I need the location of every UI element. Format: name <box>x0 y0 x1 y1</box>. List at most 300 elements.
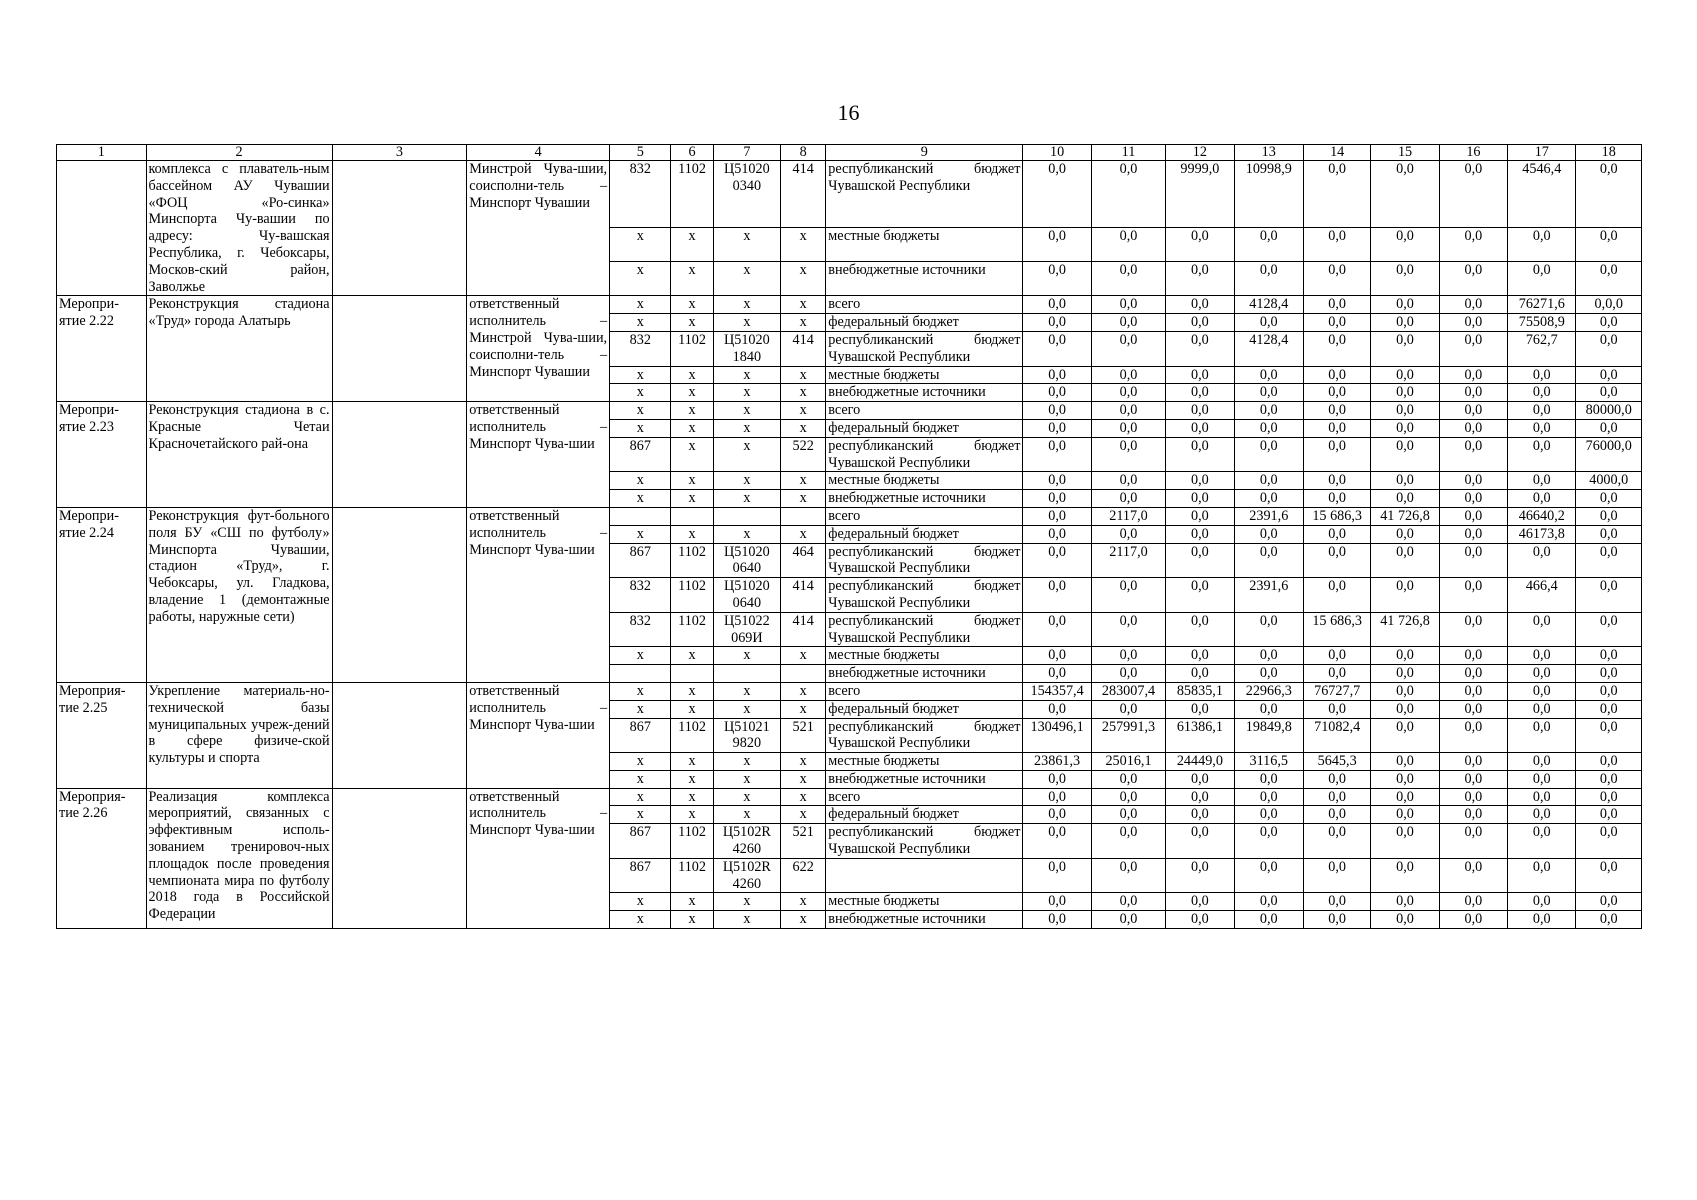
amount-cell: 0,0 <box>1234 770 1303 788</box>
measure-number: Меропри-ятие 2.24 <box>57 507 147 682</box>
amount-cell: 0,0 <box>1303 437 1370 472</box>
amount-cell: 0,0 <box>1439 753 1507 771</box>
amount-cell: 15 686,3 <box>1303 612 1370 647</box>
amount-cell: 0,0 <box>1508 700 1576 718</box>
amount-cell: 0,0 <box>1303 911 1370 929</box>
amount-cell: 0,0 <box>1439 788 1507 806</box>
amount-cell: 0,0 <box>1234 402 1303 420</box>
header-cell: 13 <box>1234 145 1303 161</box>
amount-cell: 0,0 <box>1091 402 1165 420</box>
code-expense-type: х <box>781 682 826 700</box>
amount-cell: 0,0 <box>1234 911 1303 929</box>
amount-cell: 4128,4 <box>1234 331 1303 366</box>
amount-cell: 0,0 <box>1023 700 1091 718</box>
amount-cell: 0,0 <box>1576 578 1642 613</box>
amount-cell: 0,0 <box>1091 806 1165 824</box>
amount-cell: 4000,0 <box>1576 472 1642 490</box>
amount-cell: 0,0 <box>1508 437 1576 472</box>
code-section: 1102 <box>671 718 713 753</box>
amount-cell: 46640,2 <box>1508 507 1576 525</box>
amount-cell: 0,0 <box>1371 806 1439 824</box>
table-body <box>57 145 1642 929</box>
code-expense-type: х <box>781 366 826 384</box>
amount-cell: 0,0 <box>1091 578 1165 613</box>
amount-cell: 2117,0 <box>1091 507 1165 525</box>
amount-cell: 0,0 <box>1439 419 1507 437</box>
code-section: х <box>671 472 713 490</box>
amount-cell: 0,0 <box>1023 788 1091 806</box>
code-expense-type: х <box>781 911 826 929</box>
code-expense-type: 521 <box>781 718 826 753</box>
funding-source: местные бюджеты <box>826 893 1023 911</box>
amount-cell: 0,0 <box>1023 612 1091 647</box>
amount-cell: 0,0 <box>1166 647 1234 665</box>
code-expense-type: х <box>781 525 826 543</box>
amount-cell: 0,0 <box>1371 824 1439 859</box>
amount-cell: 0,0 <box>1091 314 1165 332</box>
funding-source: республиканский бюджет Чувашской Республики <box>826 437 1023 472</box>
amount-cell: 0,0 <box>1508 384 1576 402</box>
amount-cell: 0,0 <box>1439 612 1507 647</box>
amount-cell: 0,0 <box>1023 824 1091 859</box>
amount-cell: 0,0 <box>1166 314 1234 332</box>
code-expense-type: х <box>781 314 826 332</box>
amount-cell: 0,0 <box>1303 543 1370 578</box>
amount-cell: 0,0 <box>1439 718 1507 753</box>
header-cell: 3 <box>332 145 467 161</box>
amount-cell: 0,0 <box>1091 788 1165 806</box>
amount-cell: 0,0 <box>1023 490 1091 508</box>
amount-cell: 0,0 <box>1303 770 1370 788</box>
code-grbs: х <box>610 700 671 718</box>
table-row <box>57 296 1642 314</box>
table-row <box>57 161 1642 228</box>
code-expense-type: 464 <box>781 543 826 578</box>
amount-cell: 0,0 <box>1439 437 1507 472</box>
measure-name: Реконструкция фут-больного поля БУ «СШ по футболу» Минспорта Чувашии, стадион «Труд», г. Чебоксары, ул. Гладкова, владение 1 (демонтажные работы, наружные сети) <box>146 507 332 682</box>
amount-cell: 0,0 <box>1439 262 1507 296</box>
amount-cell: 0,0 <box>1439 893 1507 911</box>
code-section: х <box>671 366 713 384</box>
header-cell: 4 <box>467 145 610 161</box>
amount-cell: 0,0 <box>1371 647 1439 665</box>
amount-cell: 0,0 <box>1091 770 1165 788</box>
amount-cell: 0,0 <box>1371 296 1439 314</box>
amount-cell: 0,0 <box>1234 262 1303 296</box>
code-section <box>671 507 713 525</box>
funding-source: республиканский бюджет Чувашской Республики <box>826 824 1023 859</box>
table-row <box>57 507 1642 525</box>
amount-cell: 0,0 <box>1091 419 1165 437</box>
code-target-article: х <box>713 700 780 718</box>
amount-cell: 0,0 <box>1371 788 1439 806</box>
subprogram-cell <box>332 402 467 508</box>
amount-cell: 2391,6 <box>1234 507 1303 525</box>
code-expense-type: х <box>781 296 826 314</box>
amount-cell: 0,0 <box>1439 331 1507 366</box>
amount-cell: 0,0 <box>1439 700 1507 718</box>
amount-cell: 0,0 <box>1576 665 1642 683</box>
code-target-article: Ц51021 9820 <box>713 718 780 753</box>
amount-cell: 0,0 <box>1303 161 1370 228</box>
amount-cell: 0,0 <box>1091 490 1165 508</box>
code-target-article: х <box>713 296 780 314</box>
amount-cell: 0,0 <box>1234 384 1303 402</box>
amount-cell: 0,0 <box>1576 331 1642 366</box>
code-section: х <box>671 384 713 402</box>
code-grbs: х <box>610 296 671 314</box>
code-grbs: 832 <box>610 161 671 228</box>
budget-table <box>56 144 1642 929</box>
header-cell: 9 <box>826 145 1023 161</box>
amount-cell: 23861,3 <box>1023 753 1091 771</box>
executor: ответственный исполнитель – Минспорт Чува-шии <box>467 402 610 508</box>
amount-cell: 41 726,8 <box>1371 612 1439 647</box>
amount-cell: 0,0 <box>1508 366 1576 384</box>
amount-cell: 0,0 <box>1508 770 1576 788</box>
amount-cell: 0,0 <box>1091 384 1165 402</box>
amount-cell: 0,0 <box>1508 806 1576 824</box>
header-cell: 14 <box>1303 145 1370 161</box>
amount-cell: 0,0 <box>1091 472 1165 490</box>
amount-cell: 0,0 <box>1508 911 1576 929</box>
amount-cell: 0,0 <box>1091 227 1165 261</box>
amount-cell: 0,0 <box>1023 770 1091 788</box>
amount-cell: 4128,4 <box>1234 296 1303 314</box>
code-grbs <box>610 665 671 683</box>
code-target-article: х <box>713 806 780 824</box>
amount-cell: 0,0 <box>1439 665 1507 683</box>
code-target-article <box>713 665 780 683</box>
funding-source: внебюджетные источники <box>826 262 1023 296</box>
amount-cell: 0,0 <box>1576 647 1642 665</box>
code-expense-type: х <box>781 384 826 402</box>
subprogram-cell <box>332 296 467 402</box>
amount-cell: 0,0 <box>1166 788 1234 806</box>
funding-source: местные бюджеты <box>826 366 1023 384</box>
code-expense-type: 521 <box>781 824 826 859</box>
amount-cell: 5645,3 <box>1303 753 1370 771</box>
amount-cell: 0,0 <box>1023 911 1091 929</box>
code-target-article: Ц51020 0640 <box>713 578 780 613</box>
code-target-article: Ц5102R 4260 <box>713 824 780 859</box>
amount-cell: 0,0 <box>1303 472 1370 490</box>
measure-name: Укрепление материаль-но-технической базы муниципальных учреж-дений в сфере физиче-ской культуры и спорта <box>146 682 332 788</box>
funding-source: местные бюджеты <box>826 753 1023 771</box>
code-expense-type: х <box>781 262 826 296</box>
funding-source: федеральный бюджет <box>826 700 1023 718</box>
code-expense-type: 414 <box>781 161 826 228</box>
code-target-article: х <box>713 262 780 296</box>
code-grbs: х <box>610 770 671 788</box>
amount-cell: 0,0 <box>1303 331 1370 366</box>
amount-cell: 0,0 <box>1023 507 1091 525</box>
executor: ответственный исполнитель – Минспорт Чува-шии <box>467 682 610 788</box>
code-grbs <box>610 507 671 525</box>
code-section: х <box>671 893 713 911</box>
amount-cell: 19849,8 <box>1234 718 1303 753</box>
funding-source: федеральный бюджет <box>826 806 1023 824</box>
amount-cell: 0,0 <box>1576 682 1642 700</box>
code-section: 1102 <box>671 824 713 859</box>
code-grbs: х <box>610 806 671 824</box>
amount-cell: 0,0 <box>1166 402 1234 420</box>
code-expense-type: 522 <box>781 437 826 472</box>
amount-cell: 0,0 <box>1166 578 1234 613</box>
code-expense-type: х <box>781 227 826 261</box>
amount-cell: 0,0 <box>1576 893 1642 911</box>
code-section: х <box>671 402 713 420</box>
amount-cell: 0,0 <box>1439 824 1507 859</box>
executor: ответственный исполнитель – Минспорт Чува-шии <box>467 507 610 682</box>
executor: Минстрой Чува-шии, соисполни-тель – Минспорт Чувашии <box>467 161 610 296</box>
amount-cell: 0,0 <box>1576 824 1642 859</box>
code-grbs: х <box>610 366 671 384</box>
funding-source: федеральный бюджет <box>826 419 1023 437</box>
amount-cell: 0,0 <box>1576 858 1642 893</box>
code-section: 1102 <box>671 578 713 613</box>
amount-cell: 0,0 <box>1234 227 1303 261</box>
amount-cell: 76000,0 <box>1576 437 1642 472</box>
amount-cell: 0,0 <box>1234 314 1303 332</box>
code-target-article: х <box>713 490 780 508</box>
header-cell: 7 <box>713 145 780 161</box>
code-expense-type <box>781 665 826 683</box>
code-target-article: х <box>713 911 780 929</box>
code-grbs: х <box>610 525 671 543</box>
amount-cell: 0,0 <box>1439 384 1507 402</box>
amount-cell: 0,0 <box>1371 682 1439 700</box>
code-section: х <box>671 314 713 332</box>
funding-source: всего <box>826 507 1023 525</box>
amount-cell: 0,0 <box>1303 788 1370 806</box>
amount-cell: 0,0 <box>1439 161 1507 228</box>
code-section: х <box>671 700 713 718</box>
amount-cell: 0,0 <box>1234 419 1303 437</box>
amount-cell: 0,0 <box>1234 543 1303 578</box>
amount-cell: 0,0 <box>1023 893 1091 911</box>
page-number: 16 <box>837 100 860 125</box>
amount-cell: 0,0 <box>1234 788 1303 806</box>
subprogram-cell <box>332 507 467 682</box>
amount-cell: 2117,0 <box>1091 543 1165 578</box>
amount-cell: 0,0 <box>1576 507 1642 525</box>
code-target-article <box>713 507 780 525</box>
amount-cell: 0,0 <box>1303 806 1370 824</box>
measure-number: Мероприя-тие 2.25 <box>57 682 147 788</box>
amount-cell: 0,0 <box>1234 647 1303 665</box>
code-target-article: Ц51020 0640 <box>713 543 780 578</box>
amount-cell: 0,0 <box>1023 402 1091 420</box>
code-grbs: 867 <box>610 858 671 893</box>
funding-source: внебюджетные источники <box>826 490 1023 508</box>
amount-cell: 0,0 <box>1576 718 1642 753</box>
amount-cell: 0,0 <box>1166 437 1234 472</box>
code-target-article: х <box>713 419 780 437</box>
funding-source: республиканский бюджет Чувашской Республики <box>826 331 1023 366</box>
code-target-article: х <box>713 227 780 261</box>
amount-cell: 0,0 <box>1371 366 1439 384</box>
amount-cell: 0,0 <box>1303 227 1370 261</box>
code-target-article: Ц51022 069И <box>713 612 780 647</box>
code-grbs: х <box>610 682 671 700</box>
amount-cell: 0,0 <box>1023 384 1091 402</box>
code-target-article: х <box>713 402 780 420</box>
amount-cell: 0,0 <box>1576 262 1642 296</box>
amount-cell: 0,0 <box>1439 402 1507 420</box>
code-expense-type: х <box>781 788 826 806</box>
code-section: х <box>671 911 713 929</box>
header-cell: 6 <box>671 145 713 161</box>
amount-cell: 0,0 <box>1023 296 1091 314</box>
amount-cell: 0,0 <box>1023 665 1091 683</box>
amount-cell: 0,0 <box>1166 384 1234 402</box>
amount-cell: 0,0 <box>1023 161 1091 228</box>
amount-cell: 0,0 <box>1166 331 1234 366</box>
amount-cell: 0,0 <box>1166 525 1234 543</box>
code-target-article: х <box>713 770 780 788</box>
code-section: х <box>671 419 713 437</box>
amount-cell: 10998,9 <box>1234 161 1303 228</box>
amount-cell: 0,0 <box>1508 788 1576 806</box>
amount-cell: 762,7 <box>1508 331 1576 366</box>
code-expense-type: х <box>781 647 826 665</box>
code-section: х <box>671 437 713 472</box>
amount-cell: 0,0 <box>1023 262 1091 296</box>
amount-cell: 0,0 <box>1091 331 1165 366</box>
measure-name: комплекса с плаватель-ным бассейном АУ Чувашии «ФОЦ «Ро-синка» Минспорта Чу-вашии по адресу: Чу-вашская Республика, г. Чебоксары, Москов-ский район, Заволжье <box>146 161 332 296</box>
code-grbs: 867 <box>610 824 671 859</box>
amount-cell: 24449,0 <box>1166 753 1234 771</box>
code-section: х <box>671 682 713 700</box>
amount-cell: 75508,9 <box>1508 314 1576 332</box>
amount-cell: 0,0 <box>1303 893 1370 911</box>
amount-cell: 0,0 <box>1439 227 1507 261</box>
amount-cell: 0,0 <box>1439 578 1507 613</box>
subprogram-cell <box>332 788 467 928</box>
amount-cell: 0,0 <box>1023 472 1091 490</box>
code-section: х <box>671 788 713 806</box>
amount-cell: 0,0 <box>1303 366 1370 384</box>
amount-cell: 0,0 <box>1166 490 1234 508</box>
code-target-article: х <box>713 314 780 332</box>
amount-cell: 0,0 <box>1166 507 1234 525</box>
header-cell: 5 <box>610 145 671 161</box>
code-section: х <box>671 227 713 261</box>
code-expense-type: х <box>781 472 826 490</box>
amount-cell: 0,0 <box>1234 472 1303 490</box>
amount-cell: 0,0 <box>1166 806 1234 824</box>
code-grbs: х <box>610 262 671 296</box>
amount-cell: 0,0 <box>1371 858 1439 893</box>
measure-name: Реконструкция стадиона в с. Красные Четаи Красночетайского рай-она <box>146 402 332 508</box>
amount-cell: 0,0 <box>1371 437 1439 472</box>
code-grbs: 832 <box>610 578 671 613</box>
amount-cell: 0,0 <box>1303 578 1370 613</box>
amount-cell: 85835,1 <box>1166 682 1234 700</box>
amount-cell: 0,0 <box>1371 525 1439 543</box>
amount-cell: 0,0 <box>1576 419 1642 437</box>
amount-cell: 0,0 <box>1091 437 1165 472</box>
amount-cell: 0,0 <box>1508 718 1576 753</box>
amount-cell: 0,0 <box>1166 911 1234 929</box>
amount-cell: 0,0 <box>1303 700 1370 718</box>
amount-cell: 0,0 <box>1091 296 1165 314</box>
amount-cell: 0,0 <box>1371 753 1439 771</box>
amount-cell: 0,0 <box>1234 665 1303 683</box>
funding-source: всего <box>826 788 1023 806</box>
amount-cell: 0,0 <box>1234 437 1303 472</box>
code-expense-type <box>781 507 826 525</box>
code-target-article: х <box>713 682 780 700</box>
funding-source: республиканский бюджет Чувашской Республики <box>826 161 1023 228</box>
amount-cell: 0,0,0 <box>1576 296 1642 314</box>
funding-source: внебюджетные источники <box>826 665 1023 683</box>
code-expense-type: х <box>781 893 826 911</box>
code-section: х <box>671 647 713 665</box>
amount-cell: 76271,6 <box>1508 296 1576 314</box>
amount-cell: 0,0 <box>1303 824 1370 859</box>
code-expense-type: х <box>781 753 826 771</box>
amount-cell: 0,0 <box>1576 314 1642 332</box>
code-grbs: х <box>610 384 671 402</box>
amount-cell: 466,4 <box>1508 578 1576 613</box>
code-grbs: х <box>610 419 671 437</box>
amount-cell: 0,0 <box>1166 227 1234 261</box>
amount-cell: 9999,0 <box>1166 161 1234 228</box>
amount-cell: 0,0 <box>1508 419 1576 437</box>
code-section: 1102 <box>671 543 713 578</box>
amount-cell: 0,0 <box>1508 893 1576 911</box>
amount-cell: 0,0 <box>1371 331 1439 366</box>
table-row <box>57 788 1642 806</box>
code-expense-type: х <box>781 490 826 508</box>
funding-source: внебюджетные источники <box>826 911 1023 929</box>
code-target-article: х <box>713 647 780 665</box>
amount-cell: 0,0 <box>1371 419 1439 437</box>
code-section: х <box>671 262 713 296</box>
code-target-article: х <box>713 753 780 771</box>
funding-source: республиканский бюджет Чувашской Республики <box>826 612 1023 647</box>
amount-cell: 0,0 <box>1576 525 1642 543</box>
amount-cell: 0,0 <box>1303 314 1370 332</box>
amount-cell: 0,0 <box>1091 161 1165 228</box>
amount-cell: 0,0 <box>1166 612 1234 647</box>
amount-cell: 4546,4 <box>1508 161 1576 228</box>
amount-cell: 0,0 <box>1576 911 1642 929</box>
amount-cell: 0,0 <box>1091 262 1165 296</box>
header-cell: 16 <box>1439 145 1507 161</box>
amount-cell: 0,0 <box>1023 331 1091 366</box>
code-section: 1102 <box>671 612 713 647</box>
code-section: х <box>671 806 713 824</box>
amount-cell: 257991,3 <box>1091 718 1165 753</box>
code-grbs: х <box>610 402 671 420</box>
code-grbs: х <box>610 893 671 911</box>
amount-cell: 0,0 <box>1371 770 1439 788</box>
funding-source <box>826 858 1023 893</box>
code-expense-type: х <box>781 770 826 788</box>
amount-cell: 22966,3 <box>1234 682 1303 700</box>
code-target-article: х <box>713 384 780 402</box>
code-section: 1102 <box>671 161 713 228</box>
amount-cell: 0,0 <box>1303 384 1370 402</box>
amount-cell: 0,0 <box>1166 770 1234 788</box>
amount-cell: 0,0 <box>1023 314 1091 332</box>
amount-cell: 0,0 <box>1234 490 1303 508</box>
code-expense-type: 414 <box>781 331 826 366</box>
amount-cell: 0,0 <box>1166 262 1234 296</box>
